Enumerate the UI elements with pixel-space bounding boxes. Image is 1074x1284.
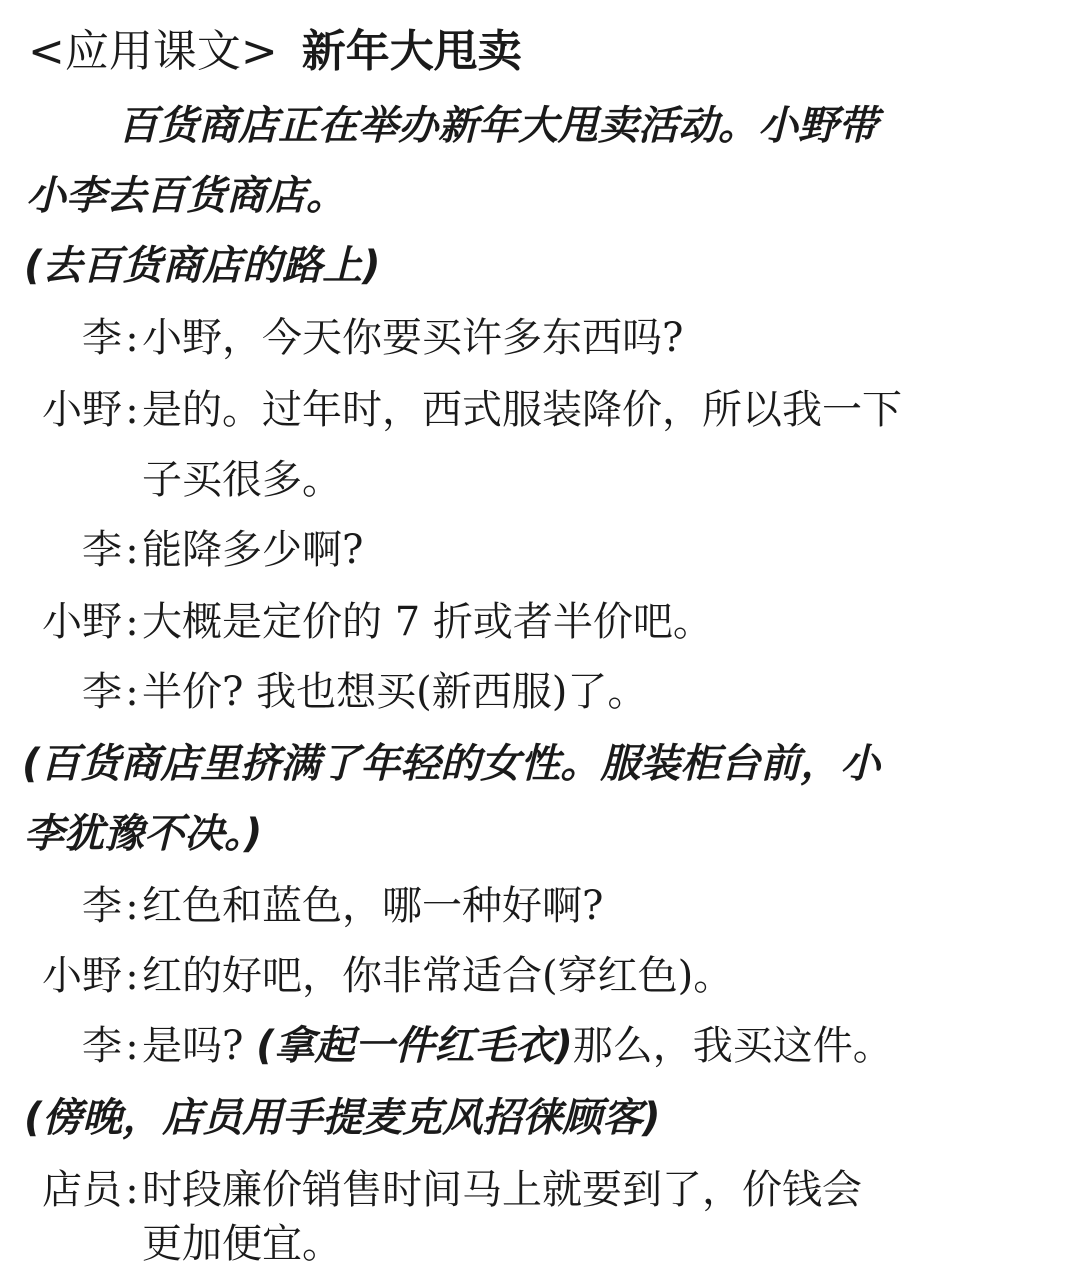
dialogue-line: [0, 662, 647, 722]
inline-stage-direction: (拿起一件红毛衣): [256, 1023, 573, 1069]
speaker-name: 小野: [42, 599, 122, 645]
speech-text: 半价? 我也想买(新西服)了。: [142, 669, 648, 715]
speech-text: 大概是定价的 7 折或者半价吧。: [142, 599, 713, 645]
speech-text: 红色和蓝色，哪一种好啊?: [142, 883, 604, 929]
dialogue-line: [0, 592, 713, 652]
speech-text: 能降多少啊?: [142, 527, 364, 573]
speaker-name: 李: [82, 527, 122, 573]
speaker-colon: :: [125, 527, 139, 573]
speaker-name: 李: [82, 883, 122, 929]
speaker-name: 李: [82, 669, 122, 715]
speech-text: 那么，我买这件。: [572, 1023, 893, 1069]
dialogue-line: [0, 380, 902, 440]
lesson-title-text: 新年大甩卖: [301, 26, 522, 77]
speaker-colon: :: [125, 883, 139, 929]
speaker-name: 小野: [42, 953, 122, 999]
speaker-colon: :: [125, 669, 139, 715]
speech-text: 是吗?: [142, 1023, 244, 1069]
lesson-title: [28, 22, 522, 82]
dialogue-line: [0, 876, 603, 936]
speaker-name: 小野: [42, 387, 122, 433]
dialogue-line: [0, 520, 363, 580]
intro-line-1: 百货商店正在举办新年大甩卖活动。小野带: [118, 103, 878, 149]
speaker-colon: :: [125, 953, 139, 999]
lesson-type-label: <应用课文>: [28, 26, 278, 77]
dialogue-line: [0, 946, 733, 1006]
speaker-colon: :: [125, 315, 139, 361]
speech-text: 是的。过年时，西式服装降价，所以我一下: [142, 387, 902, 433]
stage-direction-line-1: (百货商店里挤满了年轻的女性。服装柜台前，小: [22, 741, 881, 787]
speech-continuation: 更加便宜。: [142, 1221, 342, 1267]
speaker-colon: :: [125, 387, 139, 433]
speaker-colon: :: [125, 1167, 139, 1213]
speech-continuation: 子买很多。: [142, 457, 342, 503]
intro-line-2: 小李去百货商店。: [26, 173, 346, 219]
speaker-name: 李: [82, 1023, 122, 1069]
speech-text: 时段廉价销售时间马上就要到了，价钱会: [142, 1167, 862, 1213]
speaker-name: 李: [82, 315, 122, 361]
stage-direction-line-2: 李犹豫不决。): [24, 811, 263, 857]
dialogue-line: [0, 1160, 862, 1220]
speech-text: 小野，今天你要买许多东西吗?: [142, 315, 684, 361]
stage-direction: (傍晚，店员用手提麦克风招徕顾客): [24, 1095, 661, 1141]
speaker-colon: :: [125, 599, 139, 645]
speech-text: 红的好吧，你非常适合(穿红色)。: [142, 953, 734, 999]
stage-direction: (去百货商店的路上): [24, 243, 381, 289]
speaker-colon: :: [125, 1023, 139, 1069]
dialogue-line: [0, 1016, 893, 1076]
dialogue-line: [0, 308, 683, 368]
speaker-name: 店员: [42, 1167, 122, 1213]
